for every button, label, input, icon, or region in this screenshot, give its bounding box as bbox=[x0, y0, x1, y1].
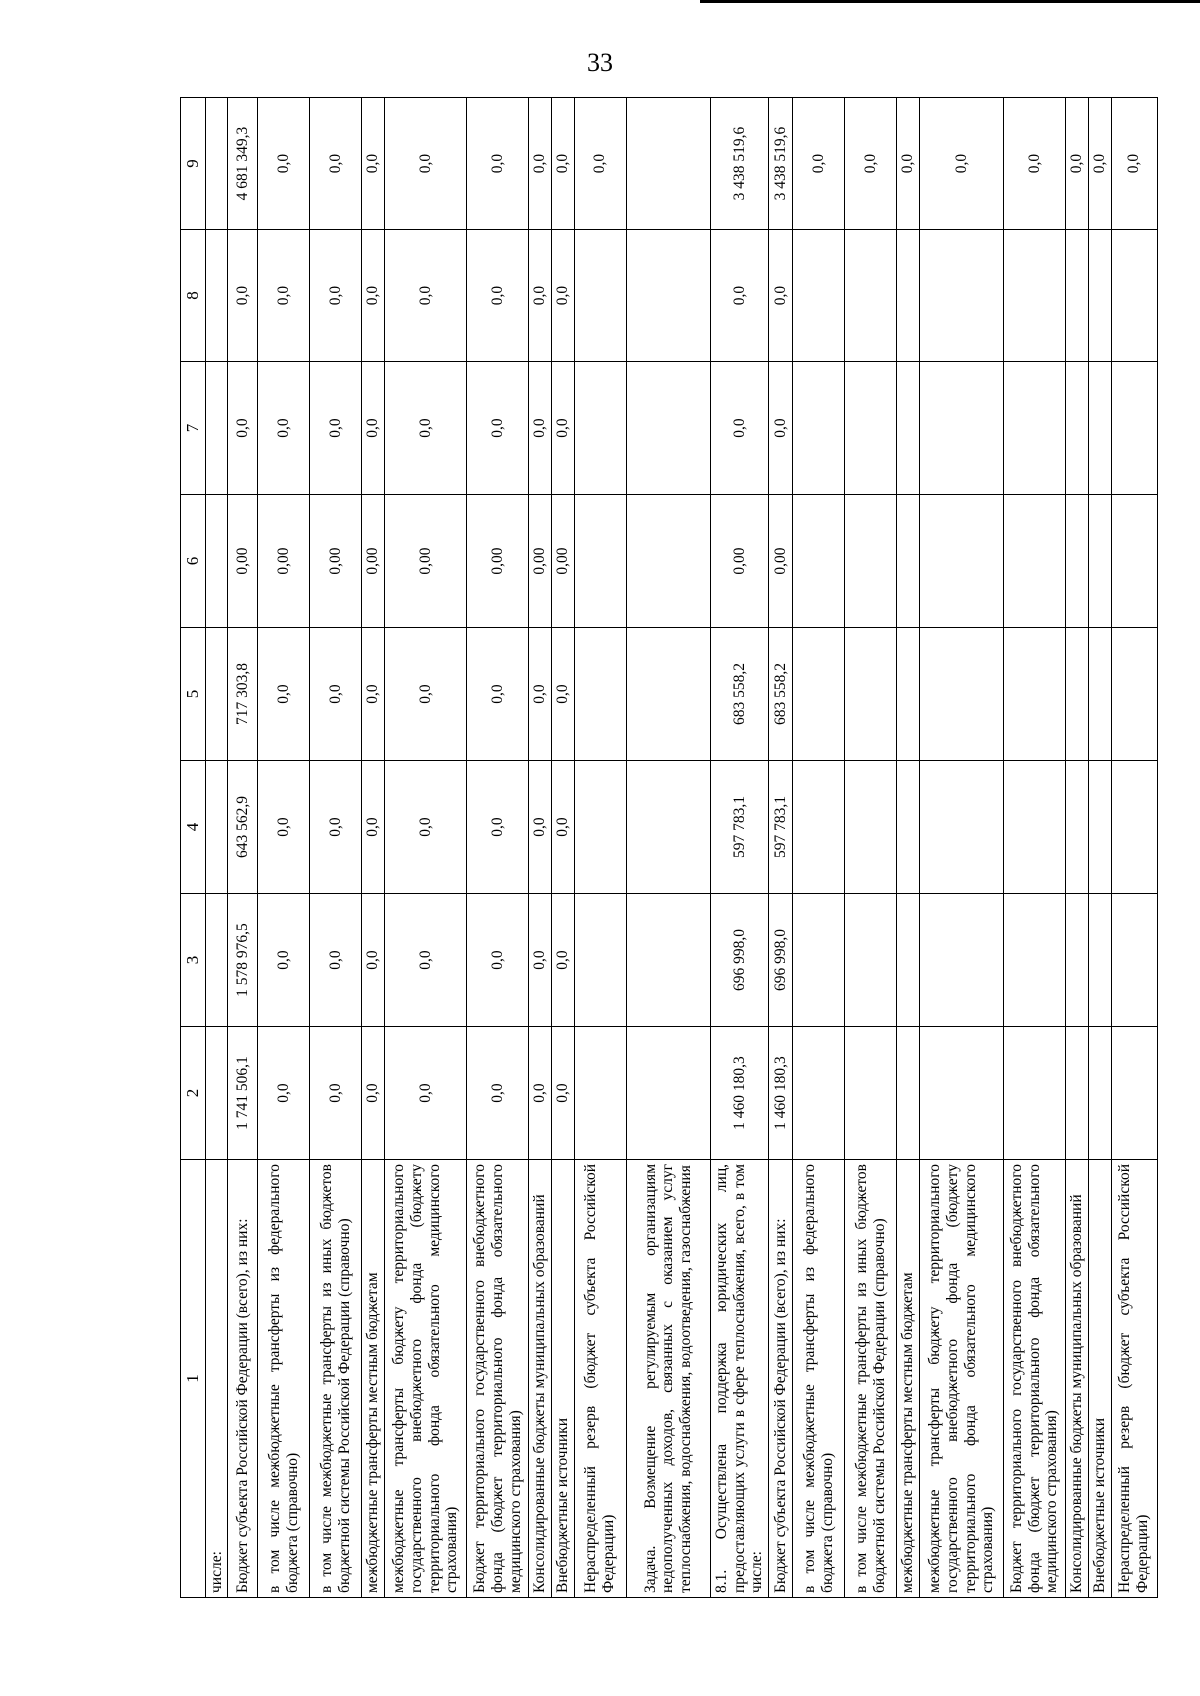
cell-col-5: 0,0 bbox=[467, 628, 529, 761]
cell-col-7 bbox=[1004, 362, 1066, 495]
cell-col-2 bbox=[1066, 1027, 1089, 1160]
cell-col-2: 1 460 180,3 bbox=[769, 1027, 793, 1160]
table-row bbox=[769, 98, 793, 1598]
table-row bbox=[529, 98, 552, 1598]
table-body bbox=[205, 98, 1157, 1598]
cell-col-9: 0,0 bbox=[1088, 98, 1111, 230]
row-label: Задача. Возмещение регулируемым организациям недополученных доходов, связанных с оказанием услуг теплоснабжения, водоснабжения, водоотведения, газоснабжения bbox=[626, 1160, 710, 1598]
cell-col-2: 1 460 180,3 bbox=[710, 1027, 768, 1160]
cell-col-3 bbox=[793, 894, 845, 1027]
cell-col-5 bbox=[793, 628, 845, 761]
row-label: Бюджет субъекта Российской Федерации (всего), из них: bbox=[769, 1160, 793, 1598]
cell-col-8: 0,0 bbox=[310, 230, 362, 362]
cell-col-3 bbox=[920, 894, 1004, 1027]
cell-col-3 bbox=[897, 894, 920, 1027]
table-row bbox=[1111, 98, 1157, 1598]
cell-col-2 bbox=[845, 1027, 897, 1160]
cell-col-9: 0,0 bbox=[1066, 98, 1089, 230]
cell-col-2 bbox=[897, 1027, 920, 1160]
cell-col-5 bbox=[574, 628, 626, 761]
budget-table bbox=[180, 97, 1158, 1598]
cell-col-8 bbox=[1088, 230, 1111, 362]
table-row bbox=[205, 98, 228, 1598]
cell-col-7: 0,0 bbox=[228, 362, 258, 495]
cell-col-2: 0,0 bbox=[258, 1027, 310, 1160]
cell-col-3: 0,0 bbox=[362, 894, 385, 1027]
cell-col-5 bbox=[1088, 628, 1111, 761]
cell-col-6: 0,00 bbox=[362, 495, 385, 628]
cell-col-7: 0,0 bbox=[529, 362, 552, 495]
cell-col-6 bbox=[897, 495, 920, 628]
table-row bbox=[385, 98, 467, 1598]
cell-col-7: 0,0 bbox=[362, 362, 385, 495]
page-number: 33 bbox=[587, 48, 613, 77]
cell-col-8 bbox=[1111, 230, 1157, 362]
cell-col-7: 0,0 bbox=[310, 362, 362, 495]
cell-col-8 bbox=[897, 230, 920, 362]
column-header-8: 8 bbox=[181, 230, 206, 362]
row-label: Нераспределенный резерв (бюджет субъекта Российской Федерации) bbox=[574, 1160, 626, 1598]
cell-col-3 bbox=[1004, 894, 1066, 1027]
cell-col-7 bbox=[897, 362, 920, 495]
cell-col-4 bbox=[1111, 761, 1157, 894]
cell-col-3 bbox=[1066, 894, 1089, 1027]
table-row bbox=[845, 98, 897, 1598]
cell-col-4: 0,0 bbox=[310, 761, 362, 894]
cell-col-9: 3 438 519,6 bbox=[769, 98, 793, 230]
cell-col-8: 0,0 bbox=[551, 230, 574, 362]
cell-col-6: 0,00 bbox=[529, 495, 552, 628]
cell-col-8: 0,0 bbox=[228, 230, 258, 362]
cell-col-9: 4 681 349,3 bbox=[228, 98, 258, 230]
cell-col-3: 0,0 bbox=[551, 894, 574, 1027]
cell-col-5 bbox=[1111, 628, 1157, 761]
table-row bbox=[897, 98, 920, 1598]
cell-col-6 bbox=[626, 495, 710, 628]
cell-col-6 bbox=[574, 495, 626, 628]
cell-col-9: 0,0 bbox=[551, 98, 574, 230]
row-label: в том числе межбюджетные трансферты из федерального бюджета (справочно) bbox=[258, 1160, 310, 1598]
cell-col-7 bbox=[1088, 362, 1111, 495]
cell-col-6 bbox=[920, 495, 1004, 628]
cell-col-5 bbox=[920, 628, 1004, 761]
row-label: межбюджетные трансферты бюджету территориального государственного внебюджетного фонда (бюджету территориального фонда обязательного медицинского страхования) bbox=[385, 1160, 467, 1598]
column-header-4: 4 bbox=[181, 761, 206, 894]
cell-col-6: 0,00 bbox=[310, 495, 362, 628]
cell-col-9: 0,0 bbox=[1111, 98, 1157, 230]
column-header-1: 1 bbox=[181, 1160, 206, 1598]
column-header-6: 6 bbox=[181, 495, 206, 628]
cell-col-6: 0,00 bbox=[769, 495, 793, 628]
cell-col-2: 0,0 bbox=[362, 1027, 385, 1160]
cell-col-9: 0,0 bbox=[529, 98, 552, 230]
cell-col-4: 597 783,1 bbox=[769, 761, 793, 894]
cell-col-9: 0,0 bbox=[845, 98, 897, 230]
cell-col-7 bbox=[205, 362, 228, 495]
cell-col-9: 0,0 bbox=[362, 98, 385, 230]
cell-col-6 bbox=[1111, 495, 1157, 628]
cell-col-7 bbox=[793, 362, 845, 495]
row-label: Бюджет субъекта Российской Федерации (всего), из них: bbox=[228, 1160, 258, 1598]
cell-col-8 bbox=[920, 230, 1004, 362]
table-row bbox=[574, 98, 626, 1598]
cell-col-4: 643 562,9 bbox=[228, 761, 258, 894]
cell-col-2 bbox=[920, 1027, 1004, 1160]
cell-col-2: 0,0 bbox=[529, 1027, 552, 1160]
row-label: Консолидированные бюджеты муниципальных образований bbox=[529, 1160, 552, 1598]
cell-col-7 bbox=[626, 362, 710, 495]
cell-col-3 bbox=[1088, 894, 1111, 1027]
cell-col-8: 0,0 bbox=[258, 230, 310, 362]
cell-col-7: 0,0 bbox=[551, 362, 574, 495]
cell-col-8: 0,0 bbox=[362, 230, 385, 362]
cell-col-2: 1 741 506,1 bbox=[228, 1027, 258, 1160]
cell-col-4: 0,0 bbox=[467, 761, 529, 894]
cell-col-3 bbox=[1111, 894, 1157, 1027]
cell-col-8 bbox=[626, 230, 710, 362]
table-row bbox=[228, 98, 258, 1598]
row-label: межбюджетные трансферты бюджету территориального государственного внебюджетного фонда (бюджету территориального фонда обязательного медицинского страхования) bbox=[920, 1160, 1004, 1598]
cell-col-3: 1 578 976,5 bbox=[228, 894, 258, 1027]
cell-col-5 bbox=[1004, 628, 1066, 761]
cell-col-9: 0,0 bbox=[385, 98, 467, 230]
table-row bbox=[362, 98, 385, 1598]
cell-col-7 bbox=[845, 362, 897, 495]
cell-col-2: 0,0 bbox=[551, 1027, 574, 1160]
row-label: Консолидированные бюджеты муниципальных образований bbox=[1066, 1160, 1089, 1598]
table-row bbox=[551, 98, 574, 1598]
table-row bbox=[793, 98, 845, 1598]
cell-col-2: 0,0 bbox=[310, 1027, 362, 1160]
cell-col-4: 597 783,1 bbox=[710, 761, 768, 894]
cell-col-3: 696 998,0 bbox=[769, 894, 793, 1027]
table-row bbox=[626, 98, 710, 1598]
cell-col-9: 0,0 bbox=[467, 98, 529, 230]
cell-col-6 bbox=[205, 495, 228, 628]
cell-col-2: 0,0 bbox=[467, 1027, 529, 1160]
cell-col-2 bbox=[1004, 1027, 1066, 1160]
rotated-table-container bbox=[180, 98, 1152, 1598]
header-row bbox=[181, 98, 206, 1598]
cell-col-6: 0,00 bbox=[710, 495, 768, 628]
cell-col-2 bbox=[574, 1027, 626, 1160]
cell-col-8: 0,0 bbox=[710, 230, 768, 362]
cell-col-8 bbox=[574, 230, 626, 362]
cell-col-3: 0,0 bbox=[258, 894, 310, 1027]
cell-col-5: 0,0 bbox=[362, 628, 385, 761]
cell-col-5 bbox=[897, 628, 920, 761]
cell-col-4: 0,0 bbox=[551, 761, 574, 894]
cell-col-5: 0,0 bbox=[529, 628, 552, 761]
cell-col-3: 0,0 bbox=[310, 894, 362, 1027]
cell-col-7 bbox=[920, 362, 1004, 495]
cell-col-6 bbox=[1088, 495, 1111, 628]
cell-col-3: 0,0 bbox=[467, 894, 529, 1027]
cell-col-8: 0,0 bbox=[529, 230, 552, 362]
cell-col-4 bbox=[1066, 761, 1089, 894]
cell-col-7: 0,0 bbox=[258, 362, 310, 495]
row-label: Внебюджетные источники bbox=[1088, 1160, 1111, 1598]
cell-col-7 bbox=[1111, 362, 1157, 495]
cell-col-7 bbox=[574, 362, 626, 495]
row-label: числе: bbox=[205, 1160, 228, 1598]
cell-col-9: 0,0 bbox=[1004, 98, 1066, 230]
cell-col-2 bbox=[793, 1027, 845, 1160]
cell-col-9: 0,0 bbox=[310, 98, 362, 230]
cell-col-4 bbox=[920, 761, 1004, 894]
cell-col-3 bbox=[626, 894, 710, 1027]
cell-col-4: 0,0 bbox=[258, 761, 310, 894]
cell-col-8 bbox=[793, 230, 845, 362]
cell-col-4: 0,0 bbox=[362, 761, 385, 894]
cell-col-9: 0,0 bbox=[793, 98, 845, 230]
cell-col-3 bbox=[205, 894, 228, 1027]
row-label: межбюджетные трансферты местным бюджетам bbox=[897, 1160, 920, 1598]
cell-col-5: 0,0 bbox=[310, 628, 362, 761]
cell-col-3: 0,0 bbox=[529, 894, 552, 1027]
cell-col-7: 0,0 bbox=[710, 362, 768, 495]
cell-col-4 bbox=[574, 761, 626, 894]
cell-col-6 bbox=[1066, 495, 1089, 628]
cell-col-7: 0,0 bbox=[467, 362, 529, 495]
cell-col-4 bbox=[845, 761, 897, 894]
cell-col-8: 0,0 bbox=[769, 230, 793, 362]
cell-col-6: 0,00 bbox=[551, 495, 574, 628]
table-row bbox=[1066, 98, 1089, 1598]
cell-col-3 bbox=[574, 894, 626, 1027]
cell-col-7: 0,0 bbox=[769, 362, 793, 495]
column-header-5: 5 bbox=[181, 628, 206, 761]
cell-col-4 bbox=[626, 761, 710, 894]
cell-col-8: 0,0 bbox=[385, 230, 467, 362]
cell-col-3: 0,0 bbox=[385, 894, 467, 1027]
cell-col-6: 0,00 bbox=[228, 495, 258, 628]
cell-col-2: 0,0 bbox=[385, 1027, 467, 1160]
cell-col-5: 0,0 bbox=[385, 628, 467, 761]
cell-col-4: 0,0 bbox=[385, 761, 467, 894]
cell-col-8 bbox=[1004, 230, 1066, 362]
cell-col-7 bbox=[1066, 362, 1089, 495]
row-label: в том числе межбюджетные трансферты из иных бюджетов бюджетной системы Российской Федерации (справочно) bbox=[845, 1160, 897, 1598]
cell-col-5 bbox=[845, 628, 897, 761]
top-rule bbox=[700, 0, 1200, 3]
cell-col-5: 0,0 bbox=[258, 628, 310, 761]
cell-col-4 bbox=[1004, 761, 1066, 894]
cell-col-6 bbox=[1004, 495, 1066, 628]
table-row bbox=[467, 98, 529, 1598]
cell-col-5: 683 558,2 bbox=[710, 628, 768, 761]
cell-col-7: 0,0 bbox=[385, 362, 467, 495]
column-header-2: 2 bbox=[181, 1027, 206, 1160]
row-label: в том числе межбюджетные трансферты из федерального бюджета (справочно) bbox=[793, 1160, 845, 1598]
cell-col-9 bbox=[205, 98, 228, 230]
table-row bbox=[920, 98, 1004, 1598]
cell-col-5 bbox=[1066, 628, 1089, 761]
table-row bbox=[258, 98, 310, 1598]
row-label: в том числе межбюджетные трансферты из иных бюджетов бюджетной системы Российской Федерации (справочно) bbox=[310, 1160, 362, 1598]
cell-col-6: 0,00 bbox=[385, 495, 467, 628]
table-row bbox=[1004, 98, 1066, 1598]
cell-col-8 bbox=[1066, 230, 1089, 362]
cell-col-9: 0,0 bbox=[574, 98, 626, 230]
cell-col-9: 0,0 bbox=[920, 98, 1004, 230]
column-header-7: 7 bbox=[181, 362, 206, 495]
cell-col-2 bbox=[1088, 1027, 1111, 1160]
cell-col-5: 0,0 bbox=[551, 628, 574, 761]
row-label: 8.1. Осуществлена поддержка юридических лиц, предоставляющих услуги в сфере теплоснабжения, всего, в том числе: bbox=[710, 1160, 768, 1598]
table-row bbox=[310, 98, 362, 1598]
row-label: Бюджет территориального государственного внебюджетного фонда (бюджет территориального фонда обязательного медицинского страхования) bbox=[467, 1160, 529, 1598]
cell-col-5 bbox=[205, 628, 228, 761]
cell-col-8: 0,0 bbox=[467, 230, 529, 362]
cell-col-3: 696 998,0 bbox=[710, 894, 768, 1027]
cell-col-4 bbox=[1088, 761, 1111, 894]
cell-col-6: 0,00 bbox=[258, 495, 310, 628]
cell-col-4: 0,0 bbox=[529, 761, 552, 894]
row-label: межбюджетные трансферты местным бюджетам bbox=[362, 1160, 385, 1598]
cell-col-2 bbox=[1111, 1027, 1157, 1160]
cell-col-4 bbox=[205, 761, 228, 894]
cell-col-6 bbox=[793, 495, 845, 628]
cell-col-8 bbox=[205, 230, 228, 362]
row-label: Бюджет территориального государственного внебюджетного фонда (бюджет территориального фонда обязательного медицинского страхования) bbox=[1004, 1160, 1066, 1598]
cell-col-9: 0,0 bbox=[258, 98, 310, 230]
column-header-3: 3 bbox=[181, 894, 206, 1027]
cell-col-6: 0,00 bbox=[467, 495, 529, 628]
cell-col-4 bbox=[897, 761, 920, 894]
row-label: Нераспределенный резерв (бюджет субъекта Российской Федерации) bbox=[1111, 1160, 1157, 1598]
cell-col-9 bbox=[626, 98, 710, 230]
cell-col-2 bbox=[205, 1027, 228, 1160]
cell-col-6 bbox=[845, 495, 897, 628]
cell-col-4 bbox=[793, 761, 845, 894]
cell-col-9: 0,0 bbox=[897, 98, 920, 230]
table-row bbox=[1088, 98, 1111, 1598]
cell-col-3 bbox=[845, 894, 897, 1027]
cell-col-9: 3 438 519,6 bbox=[710, 98, 768, 230]
cell-col-5 bbox=[626, 628, 710, 761]
cell-col-5: 683 558,2 bbox=[769, 628, 793, 761]
cell-col-5: 717 303,8 bbox=[228, 628, 258, 761]
table-row bbox=[710, 98, 768, 1598]
cell-col-8 bbox=[845, 230, 897, 362]
cell-col-2 bbox=[626, 1027, 710, 1160]
row-label: Внебюджетные источники bbox=[551, 1160, 574, 1598]
column-header-9: 9 bbox=[181, 98, 206, 230]
